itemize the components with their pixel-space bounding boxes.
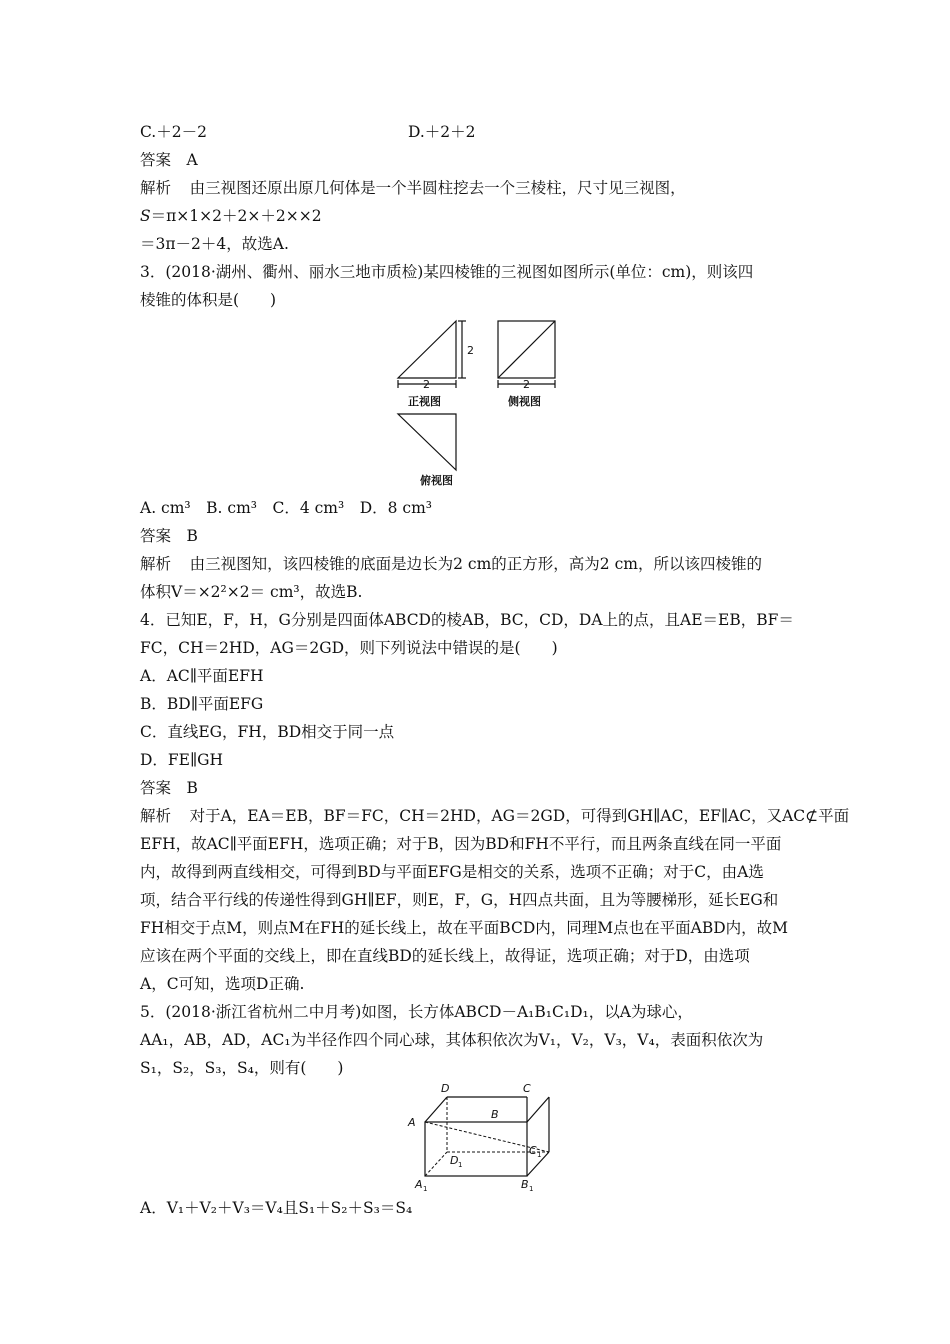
question-3-options: A. cm³ B. cm³ C．4 cm³ D．8 cm³ xyxy=(140,499,433,517)
front-height-label: 2 xyxy=(467,344,474,357)
question-4-option-d: D．FE∥GH xyxy=(140,751,224,769)
cuboid-figure xyxy=(405,1080,550,1195)
question-4-option-a: A．AC∥平面EFH xyxy=(140,667,264,685)
question-4-option-b: B．BD∥平面EFG xyxy=(140,695,264,713)
analysis-4-line-5: FH相交于点M，则点M在FH的延长线上，故在平面BCD内，同理M点也在平面ABD内，故M xyxy=(140,919,789,937)
question-4-line-2: FC，CH＝2HD，AG＝2GD，则下列说法中错误的是( ) xyxy=(140,639,558,657)
top-view-triangle xyxy=(398,414,456,470)
vertex-d: D xyxy=(441,1082,450,1095)
analysis-head: 解析 xyxy=(140,555,172,573)
analysis-1 xyxy=(140,178,686,198)
side-view-label: 侧视图 xyxy=(508,395,541,408)
front-view-triangle xyxy=(398,321,456,378)
question-5-option-a: A．V₁＋V₂＋V₃＝V₄且S₁＋S₂＋S₃＝S₄ xyxy=(140,1199,413,1217)
analysis-body: 对于A，EA＝EB，BF＝FC，CH＝2HD，AG＝2GD，可得到GH∥AC，EF∥AC，又AC⊄平面 xyxy=(189,807,850,825)
question-5-line-3: S₁，S₂，S₃，S₄，则有( ) xyxy=(140,1059,344,1077)
analysis-3-line-2: 体积V＝×2²×2＝ cm³，故选B. xyxy=(140,583,363,601)
analysis-body: 由三视图还原出原几何体是一个半圆柱挖去一个三棱柱，尺寸见三视图， xyxy=(189,179,686,197)
option-c: C.＋2－2 xyxy=(140,123,207,141)
analysis-body: 由三视图知，该四棱锥的底面是边长为2 cm的正方形，高为2 cm，所以该四棱锥的 xyxy=(189,555,762,573)
vertex-a1: A xyxy=(415,1178,423,1191)
analysis-4-line-7: A，C可知，选项D正确. xyxy=(140,975,305,993)
sub-c1: 1 xyxy=(537,1151,542,1159)
vertex-a: A xyxy=(408,1116,416,1129)
question-4-line-1: 4．已知E，F，H，G分别是四面体ABCD的棱AB，BC，CD，DA上的点，且AE＝EB，BF＝ xyxy=(140,611,794,629)
options-line-cd xyxy=(140,122,476,142)
answer-4: 答案 B xyxy=(140,779,198,797)
sub-b1: 1 xyxy=(529,1185,534,1193)
question-3-line-2: 棱锥的体积是( ) xyxy=(140,291,277,309)
analysis-4-line-3: 内，故得到两直线相交，可得到BD与平面EFG是相交的关系，选项不正确；对于C，由A选 xyxy=(140,863,764,881)
analysis-head: 解析 xyxy=(140,179,172,197)
sub-d1: 1 xyxy=(458,1161,463,1169)
formula-s xyxy=(140,206,322,226)
three-view-figure xyxy=(390,318,565,488)
question-4-option-c: C．直线EG，FH，BD相交于同一点 xyxy=(140,723,395,741)
question-5-line-1: 5．(2018·浙江省杭州二中月考)如图，长方体ABCD－A₁B₁C₁D₁，以A为球心， xyxy=(140,1003,693,1021)
formula-body: ＝π×1×2＋2×＋2××2 xyxy=(150,207,322,225)
vertex-b: B xyxy=(491,1108,499,1121)
vertex-b1: B xyxy=(521,1178,529,1191)
analysis-4 xyxy=(140,806,849,826)
answer-1: 答案 A xyxy=(140,151,198,169)
front-view-label: 正视图 xyxy=(408,395,441,408)
option-d: D.＋2＋2 xyxy=(408,123,476,141)
side-width-label: 2 xyxy=(523,378,530,391)
question-5-line-2: AA₁，AB，AD，AC₁为半径作四个同心球，其体积依次为V₁，V₂，V₃，V₄，表面积依次为 xyxy=(140,1031,764,1049)
analysis-3 xyxy=(140,554,762,574)
question-3-line-1: 3．(2018·湖州、衢州、丽水三地市质检)某四棱锥的三视图如图所示(单位：cm)，则该四 xyxy=(140,263,754,281)
vertex-d1: D xyxy=(450,1154,459,1167)
analysis-4-line-2: EFH，故AC∥平面EFH，选项正确；对于B，因为BD和FH不平行，而且两条直线在同一平面 xyxy=(140,835,782,853)
analysis-4-line-6: 应该在两个平面的交线上，即在直线BD的延长线上，故得证，选项正确；对于D，由选项 xyxy=(140,947,750,965)
vertex-c1: C xyxy=(529,1144,537,1157)
sub-a1: 1 xyxy=(423,1185,428,1193)
front-width-label: 2 xyxy=(423,378,430,391)
formula-result: ＝3π－2＋4，故选A. xyxy=(140,235,289,253)
analysis-4-line-4: 项，结合平行线的传递性得到GH∥EF，则E，F，G，H四点共面，且为等腰梯形，延长EG和 xyxy=(140,891,779,909)
var-s: S xyxy=(140,207,151,225)
vertex-c: C xyxy=(523,1082,531,1095)
top-view-label: 俯视图 xyxy=(420,474,453,487)
answer-3: 答案 B xyxy=(140,527,198,545)
analysis-head: 解析 xyxy=(140,807,172,825)
